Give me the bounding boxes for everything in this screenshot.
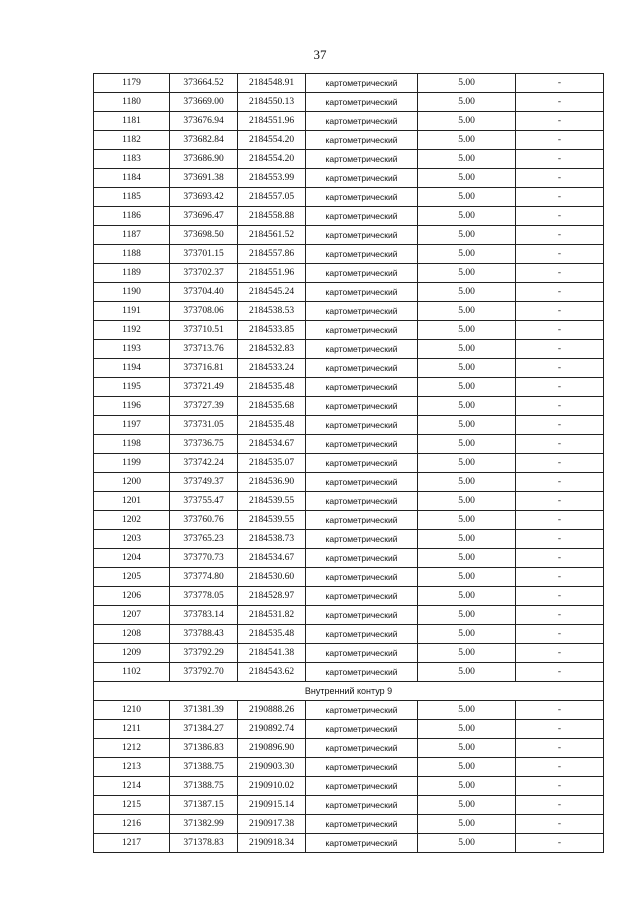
method-cell: картометрический	[306, 150, 418, 169]
description-cell: -	[516, 606, 604, 625]
description-cell: -	[516, 625, 604, 644]
accuracy-cell: 5.00	[418, 169, 516, 188]
accuracy-cell: 5.00	[418, 777, 516, 796]
accuracy-cell: 5.00	[418, 720, 516, 739]
method-cell: картометрический	[306, 454, 418, 473]
table-row	[94, 454, 604, 473]
x-coordinate-cell: 373698.50	[170, 226, 238, 245]
point-number-cell: 1196	[94, 397, 170, 416]
table-row	[94, 796, 604, 815]
point-number-cell: 1217	[94, 834, 170, 853]
x-coordinate-cell: 373676.94	[170, 112, 238, 131]
y-coordinate-cell: 2184531.82	[238, 606, 306, 625]
page-number: 37	[313, 47, 327, 62]
accuracy-cell: 5.00	[418, 549, 516, 568]
x-coordinate-cell: 373664.52	[170, 74, 238, 93]
x-coordinate-cell: 373686.90	[170, 150, 238, 169]
point-number-cell: 1203	[94, 530, 170, 549]
description-cell: -	[516, 644, 604, 663]
accuracy-cell: 5.00	[418, 150, 516, 169]
y-coordinate-cell: 2184535.48	[238, 378, 306, 397]
y-coordinate-cell: 2184545.24	[238, 283, 306, 302]
point-number-cell: 1211	[94, 720, 170, 739]
x-coordinate-cell: 373696.47	[170, 207, 238, 226]
y-coordinate-cell: 2184528.97	[238, 587, 306, 606]
accuracy-cell: 5.00	[418, 188, 516, 207]
y-coordinate-cell: 2184532.83	[238, 340, 306, 359]
point-number-cell: 1183	[94, 150, 170, 169]
accuracy-cell: 5.00	[418, 416, 516, 435]
y-coordinate-cell: 2184530.60	[238, 568, 306, 587]
point-number-cell: 1206	[94, 587, 170, 606]
description-cell: -	[516, 758, 604, 777]
table-row	[94, 131, 604, 150]
method-cell: картометрический	[306, 720, 418, 739]
y-coordinate-cell: 2190896.90	[238, 739, 306, 758]
method-cell: картометрический	[306, 511, 418, 530]
accuracy-cell: 5.00	[418, 397, 516, 416]
table-row	[94, 587, 604, 606]
accuracy-cell: 5.00	[418, 245, 516, 264]
x-coordinate-cell: 373721.49	[170, 378, 238, 397]
method-cell: картометрический	[306, 264, 418, 283]
description-cell: -	[516, 796, 604, 815]
point-number-cell: 1209	[94, 644, 170, 663]
y-coordinate-cell: 2184548.91	[238, 74, 306, 93]
description-cell: -	[516, 169, 604, 188]
accuracy-cell: 5.00	[418, 587, 516, 606]
description-cell: -	[516, 188, 604, 207]
method-cell: картометрический	[306, 340, 418, 359]
method-cell: картометрический	[306, 834, 418, 853]
point-number-cell: 1198	[94, 435, 170, 454]
coordinates-table-body	[94, 74, 604, 853]
description-cell: -	[516, 302, 604, 321]
point-number-cell: 1189	[94, 264, 170, 283]
y-coordinate-cell: 2184533.24	[238, 359, 306, 378]
accuracy-cell: 5.00	[418, 283, 516, 302]
x-coordinate-cell: 373760.76	[170, 511, 238, 530]
y-coordinate-cell: 2184561.52	[238, 226, 306, 245]
accuracy-cell: 5.00	[418, 758, 516, 777]
accuracy-cell: 5.00	[418, 93, 516, 112]
method-cell: картометрический	[306, 777, 418, 796]
method-cell: картометрический	[306, 663, 418, 682]
accuracy-cell: 5.00	[418, 264, 516, 283]
method-cell: картометрический	[306, 587, 418, 606]
accuracy-cell: 5.00	[418, 473, 516, 492]
x-coordinate-cell: 373749.37	[170, 473, 238, 492]
accuracy-cell: 5.00	[418, 568, 516, 587]
point-number-cell: 1208	[94, 625, 170, 644]
method-cell: картометрический	[306, 492, 418, 511]
x-coordinate-cell: 373742.24	[170, 454, 238, 473]
table-row	[94, 150, 604, 169]
table-row	[94, 302, 604, 321]
description-cell: -	[516, 264, 604, 283]
x-coordinate-cell: 373669.00	[170, 93, 238, 112]
x-coordinate-cell: 373755.47	[170, 492, 238, 511]
y-coordinate-cell: 2184536.90	[238, 473, 306, 492]
table-row	[94, 663, 604, 682]
table-row	[94, 815, 604, 834]
method-cell: картометрический	[306, 188, 418, 207]
accuracy-cell: 5.00	[418, 625, 516, 644]
description-cell: -	[516, 511, 604, 530]
table-row	[94, 245, 604, 264]
accuracy-cell: 5.00	[418, 321, 516, 340]
accuracy-cell: 5.00	[418, 815, 516, 834]
table-row	[94, 568, 604, 587]
description-cell: -	[516, 815, 604, 834]
x-coordinate-cell: 373792.70	[170, 663, 238, 682]
table-row	[94, 226, 604, 245]
x-coordinate-cell: 371388.75	[170, 777, 238, 796]
section-row	[94, 682, 604, 701]
table-row	[94, 435, 604, 454]
x-coordinate-cell: 371378.83	[170, 834, 238, 853]
method-cell: картометрический	[306, 283, 418, 302]
point-number-cell: 1102	[94, 663, 170, 682]
description-cell: -	[516, 777, 604, 796]
description-cell: -	[516, 720, 604, 739]
accuracy-cell: 5.00	[418, 378, 516, 397]
y-coordinate-cell: 2184550.13	[238, 93, 306, 112]
description-cell: -	[516, 492, 604, 511]
x-coordinate-cell: 373704.40	[170, 283, 238, 302]
x-coordinate-cell: 373701.15	[170, 245, 238, 264]
description-cell: -	[516, 834, 604, 853]
x-coordinate-cell: 373736.75	[170, 435, 238, 454]
y-coordinate-cell: 2184535.48	[238, 416, 306, 435]
point-number-cell: 1188	[94, 245, 170, 264]
method-cell: картометрический	[306, 606, 418, 625]
table-row	[94, 758, 604, 777]
table-row	[94, 720, 604, 739]
x-coordinate-cell: 373783.14	[170, 606, 238, 625]
description-cell: -	[516, 416, 604, 435]
point-number-cell: 1207	[94, 606, 170, 625]
x-coordinate-cell: 373716.81	[170, 359, 238, 378]
method-cell: картометрический	[306, 815, 418, 834]
y-coordinate-cell: 2184558.88	[238, 207, 306, 226]
point-number-cell: 1179	[94, 74, 170, 93]
accuracy-cell: 5.00	[418, 530, 516, 549]
description-cell: -	[516, 549, 604, 568]
table-row	[94, 397, 604, 416]
table-row	[94, 188, 604, 207]
method-cell: картометрический	[306, 530, 418, 549]
table-row	[94, 549, 604, 568]
accuracy-cell: 5.00	[418, 663, 516, 682]
method-cell: картометрический	[306, 549, 418, 568]
accuracy-cell: 5.00	[418, 112, 516, 131]
table-row	[94, 169, 604, 188]
y-coordinate-cell: 2184551.96	[238, 264, 306, 283]
point-number-cell: 1199	[94, 454, 170, 473]
y-coordinate-cell: 2184533.85	[238, 321, 306, 340]
description-cell: -	[516, 473, 604, 492]
point-number-cell: 1191	[94, 302, 170, 321]
description-cell: -	[516, 112, 604, 131]
method-cell: картометрический	[306, 359, 418, 378]
description-cell: -	[516, 321, 604, 340]
y-coordinate-cell: 2190917.38	[238, 815, 306, 834]
method-cell: картометрический	[306, 473, 418, 492]
y-coordinate-cell: 2184543.62	[238, 663, 306, 682]
point-number-cell: 1190	[94, 283, 170, 302]
x-coordinate-cell: 371382.99	[170, 815, 238, 834]
accuracy-cell: 5.00	[418, 74, 516, 93]
y-coordinate-cell: 2190918.34	[238, 834, 306, 853]
table-row	[94, 777, 604, 796]
accuracy-cell: 5.00	[418, 739, 516, 758]
table-row	[94, 492, 604, 511]
point-number-cell: 1201	[94, 492, 170, 511]
table-row	[94, 321, 604, 340]
x-coordinate-cell: 371384.27	[170, 720, 238, 739]
method-cell: картометрический	[306, 226, 418, 245]
method-cell: картометрический	[306, 321, 418, 340]
method-cell: картометрический	[306, 112, 418, 131]
y-coordinate-cell: 2184534.67	[238, 435, 306, 454]
x-coordinate-cell: 371387.15	[170, 796, 238, 815]
point-number-cell: 1197	[94, 416, 170, 435]
method-cell: картометрический	[306, 701, 418, 720]
description-cell: -	[516, 207, 604, 226]
table-row	[94, 283, 604, 302]
description-cell: -	[516, 340, 604, 359]
table-row	[94, 359, 604, 378]
x-coordinate-cell: 373693.42	[170, 188, 238, 207]
table-row	[94, 93, 604, 112]
x-coordinate-cell: 373682.84	[170, 131, 238, 150]
x-coordinate-cell: 371381.39	[170, 701, 238, 720]
method-cell: картометрический	[306, 302, 418, 321]
accuracy-cell: 5.00	[418, 340, 516, 359]
point-number-cell: 1180	[94, 93, 170, 112]
y-coordinate-cell: 2184535.07	[238, 454, 306, 473]
point-number-cell: 1187	[94, 226, 170, 245]
table-row	[94, 207, 604, 226]
x-coordinate-cell: 373731.05	[170, 416, 238, 435]
point-number-cell: 1214	[94, 777, 170, 796]
table-row	[94, 511, 604, 530]
accuracy-cell: 5.00	[418, 492, 516, 511]
method-cell: картометрический	[306, 644, 418, 663]
method-cell: картометрический	[306, 796, 418, 815]
x-coordinate-cell: 373710.51	[170, 321, 238, 340]
description-cell: -	[516, 378, 604, 397]
table-row	[94, 378, 604, 397]
y-coordinate-cell: 2184538.73	[238, 530, 306, 549]
point-number-cell: 1195	[94, 378, 170, 397]
point-number-cell: 1193	[94, 340, 170, 359]
point-number-cell: 1182	[94, 131, 170, 150]
method-cell: картометрический	[306, 378, 418, 397]
y-coordinate-cell: 2184557.86	[238, 245, 306, 264]
y-coordinate-cell: 2184535.48	[238, 625, 306, 644]
x-coordinate-cell: 371386.83	[170, 739, 238, 758]
point-number-cell: 1192	[94, 321, 170, 340]
method-cell: картометрический	[306, 739, 418, 758]
description-cell: -	[516, 74, 604, 93]
point-number-cell: 1205	[94, 568, 170, 587]
point-number-cell: 1185	[94, 188, 170, 207]
y-coordinate-cell: 2184534.67	[238, 549, 306, 568]
method-cell: картометрический	[306, 568, 418, 587]
description-cell: -	[516, 150, 604, 169]
table-row	[94, 739, 604, 758]
description-cell: -	[516, 739, 604, 758]
accuracy-cell: 5.00	[418, 644, 516, 663]
point-number-cell: 1215	[94, 796, 170, 815]
table-row	[94, 644, 604, 663]
y-coordinate-cell: 2184554.20	[238, 131, 306, 150]
table-row	[94, 625, 604, 644]
table-row	[94, 112, 604, 131]
description-cell: -	[516, 397, 604, 416]
table-row	[94, 701, 604, 720]
description-cell: -	[516, 131, 604, 150]
accuracy-cell: 5.00	[418, 796, 516, 815]
point-number-cell: 1202	[94, 511, 170, 530]
table-row	[94, 530, 604, 549]
x-coordinate-cell: 373691.38	[170, 169, 238, 188]
section-label: Внутренний контур 9	[94, 682, 604, 701]
table-row	[94, 416, 604, 435]
accuracy-cell: 5.00	[418, 454, 516, 473]
y-coordinate-cell: 2184554.20	[238, 150, 306, 169]
y-coordinate-cell: 2184541.38	[238, 644, 306, 663]
accuracy-cell: 5.00	[418, 131, 516, 150]
x-coordinate-cell: 371388.75	[170, 758, 238, 777]
y-coordinate-cell: 2190903.30	[238, 758, 306, 777]
point-number-cell: 1194	[94, 359, 170, 378]
method-cell: картометрический	[306, 397, 418, 416]
y-coordinate-cell: 2184557.05	[238, 188, 306, 207]
x-coordinate-cell: 373765.23	[170, 530, 238, 549]
x-coordinate-cell: 373774.80	[170, 568, 238, 587]
y-coordinate-cell: 2184539.55	[238, 492, 306, 511]
table-row	[94, 473, 604, 492]
point-number-cell: 1204	[94, 549, 170, 568]
accuracy-cell: 5.00	[418, 302, 516, 321]
y-coordinate-cell: 2184553.99	[238, 169, 306, 188]
description-cell: -	[516, 568, 604, 587]
accuracy-cell: 5.00	[418, 226, 516, 245]
y-coordinate-cell: 2184538.53	[238, 302, 306, 321]
method-cell: картометрический	[306, 758, 418, 777]
y-coordinate-cell: 2190888.26	[238, 701, 306, 720]
point-number-cell: 1216	[94, 815, 170, 834]
table-row	[94, 340, 604, 359]
accuracy-cell: 5.00	[418, 834, 516, 853]
y-coordinate-cell: 2190892.74	[238, 720, 306, 739]
table-row	[94, 606, 604, 625]
x-coordinate-cell: 373792.29	[170, 644, 238, 663]
method-cell: картометрический	[306, 245, 418, 264]
y-coordinate-cell: 2190910.02	[238, 777, 306, 796]
x-coordinate-cell: 373770.73	[170, 549, 238, 568]
method-cell: картометрический	[306, 416, 418, 435]
x-coordinate-cell: 373708.06	[170, 302, 238, 321]
x-coordinate-cell: 373727.39	[170, 397, 238, 416]
point-number-cell: 1210	[94, 701, 170, 720]
point-number-cell: 1181	[94, 112, 170, 131]
table-row	[94, 74, 604, 93]
point-number-cell: 1213	[94, 758, 170, 777]
accuracy-cell: 5.00	[418, 606, 516, 625]
table-row	[94, 834, 604, 853]
method-cell: картометрический	[306, 93, 418, 112]
accuracy-cell: 5.00	[418, 511, 516, 530]
description-cell: -	[516, 587, 604, 606]
y-coordinate-cell: 2184539.55	[238, 511, 306, 530]
description-cell: -	[516, 435, 604, 454]
method-cell: картометрический	[306, 131, 418, 150]
point-number-cell: 1212	[94, 739, 170, 758]
accuracy-cell: 5.00	[418, 359, 516, 378]
x-coordinate-cell: 373702.37	[170, 264, 238, 283]
description-cell: -	[516, 701, 604, 720]
point-number-cell: 1200	[94, 473, 170, 492]
description-cell: -	[516, 93, 604, 112]
accuracy-cell: 5.00	[418, 701, 516, 720]
description-cell: -	[516, 283, 604, 302]
coordinates-table	[93, 73, 604, 853]
method-cell: картометрический	[306, 625, 418, 644]
method-cell: картометрический	[306, 435, 418, 454]
table-row	[94, 264, 604, 283]
x-coordinate-cell: 373788.43	[170, 625, 238, 644]
accuracy-cell: 5.00	[418, 435, 516, 454]
y-coordinate-cell: 2184551.96	[238, 112, 306, 131]
method-cell: картометрический	[306, 207, 418, 226]
description-cell: -	[516, 454, 604, 473]
x-coordinate-cell: 373713.76	[170, 340, 238, 359]
point-number-cell: 1186	[94, 207, 170, 226]
description-cell: -	[516, 245, 604, 264]
accuracy-cell: 5.00	[418, 207, 516, 226]
method-cell: картометрический	[306, 169, 418, 188]
description-cell: -	[516, 663, 604, 682]
description-cell: -	[516, 530, 604, 549]
description-cell: -	[516, 226, 604, 245]
point-number-cell: 1184	[94, 169, 170, 188]
description-cell: -	[516, 359, 604, 378]
y-coordinate-cell: 2184535.68	[238, 397, 306, 416]
x-coordinate-cell: 373778.05	[170, 587, 238, 606]
y-coordinate-cell: 2190915.14	[238, 796, 306, 815]
method-cell: картометрический	[306, 74, 418, 93]
